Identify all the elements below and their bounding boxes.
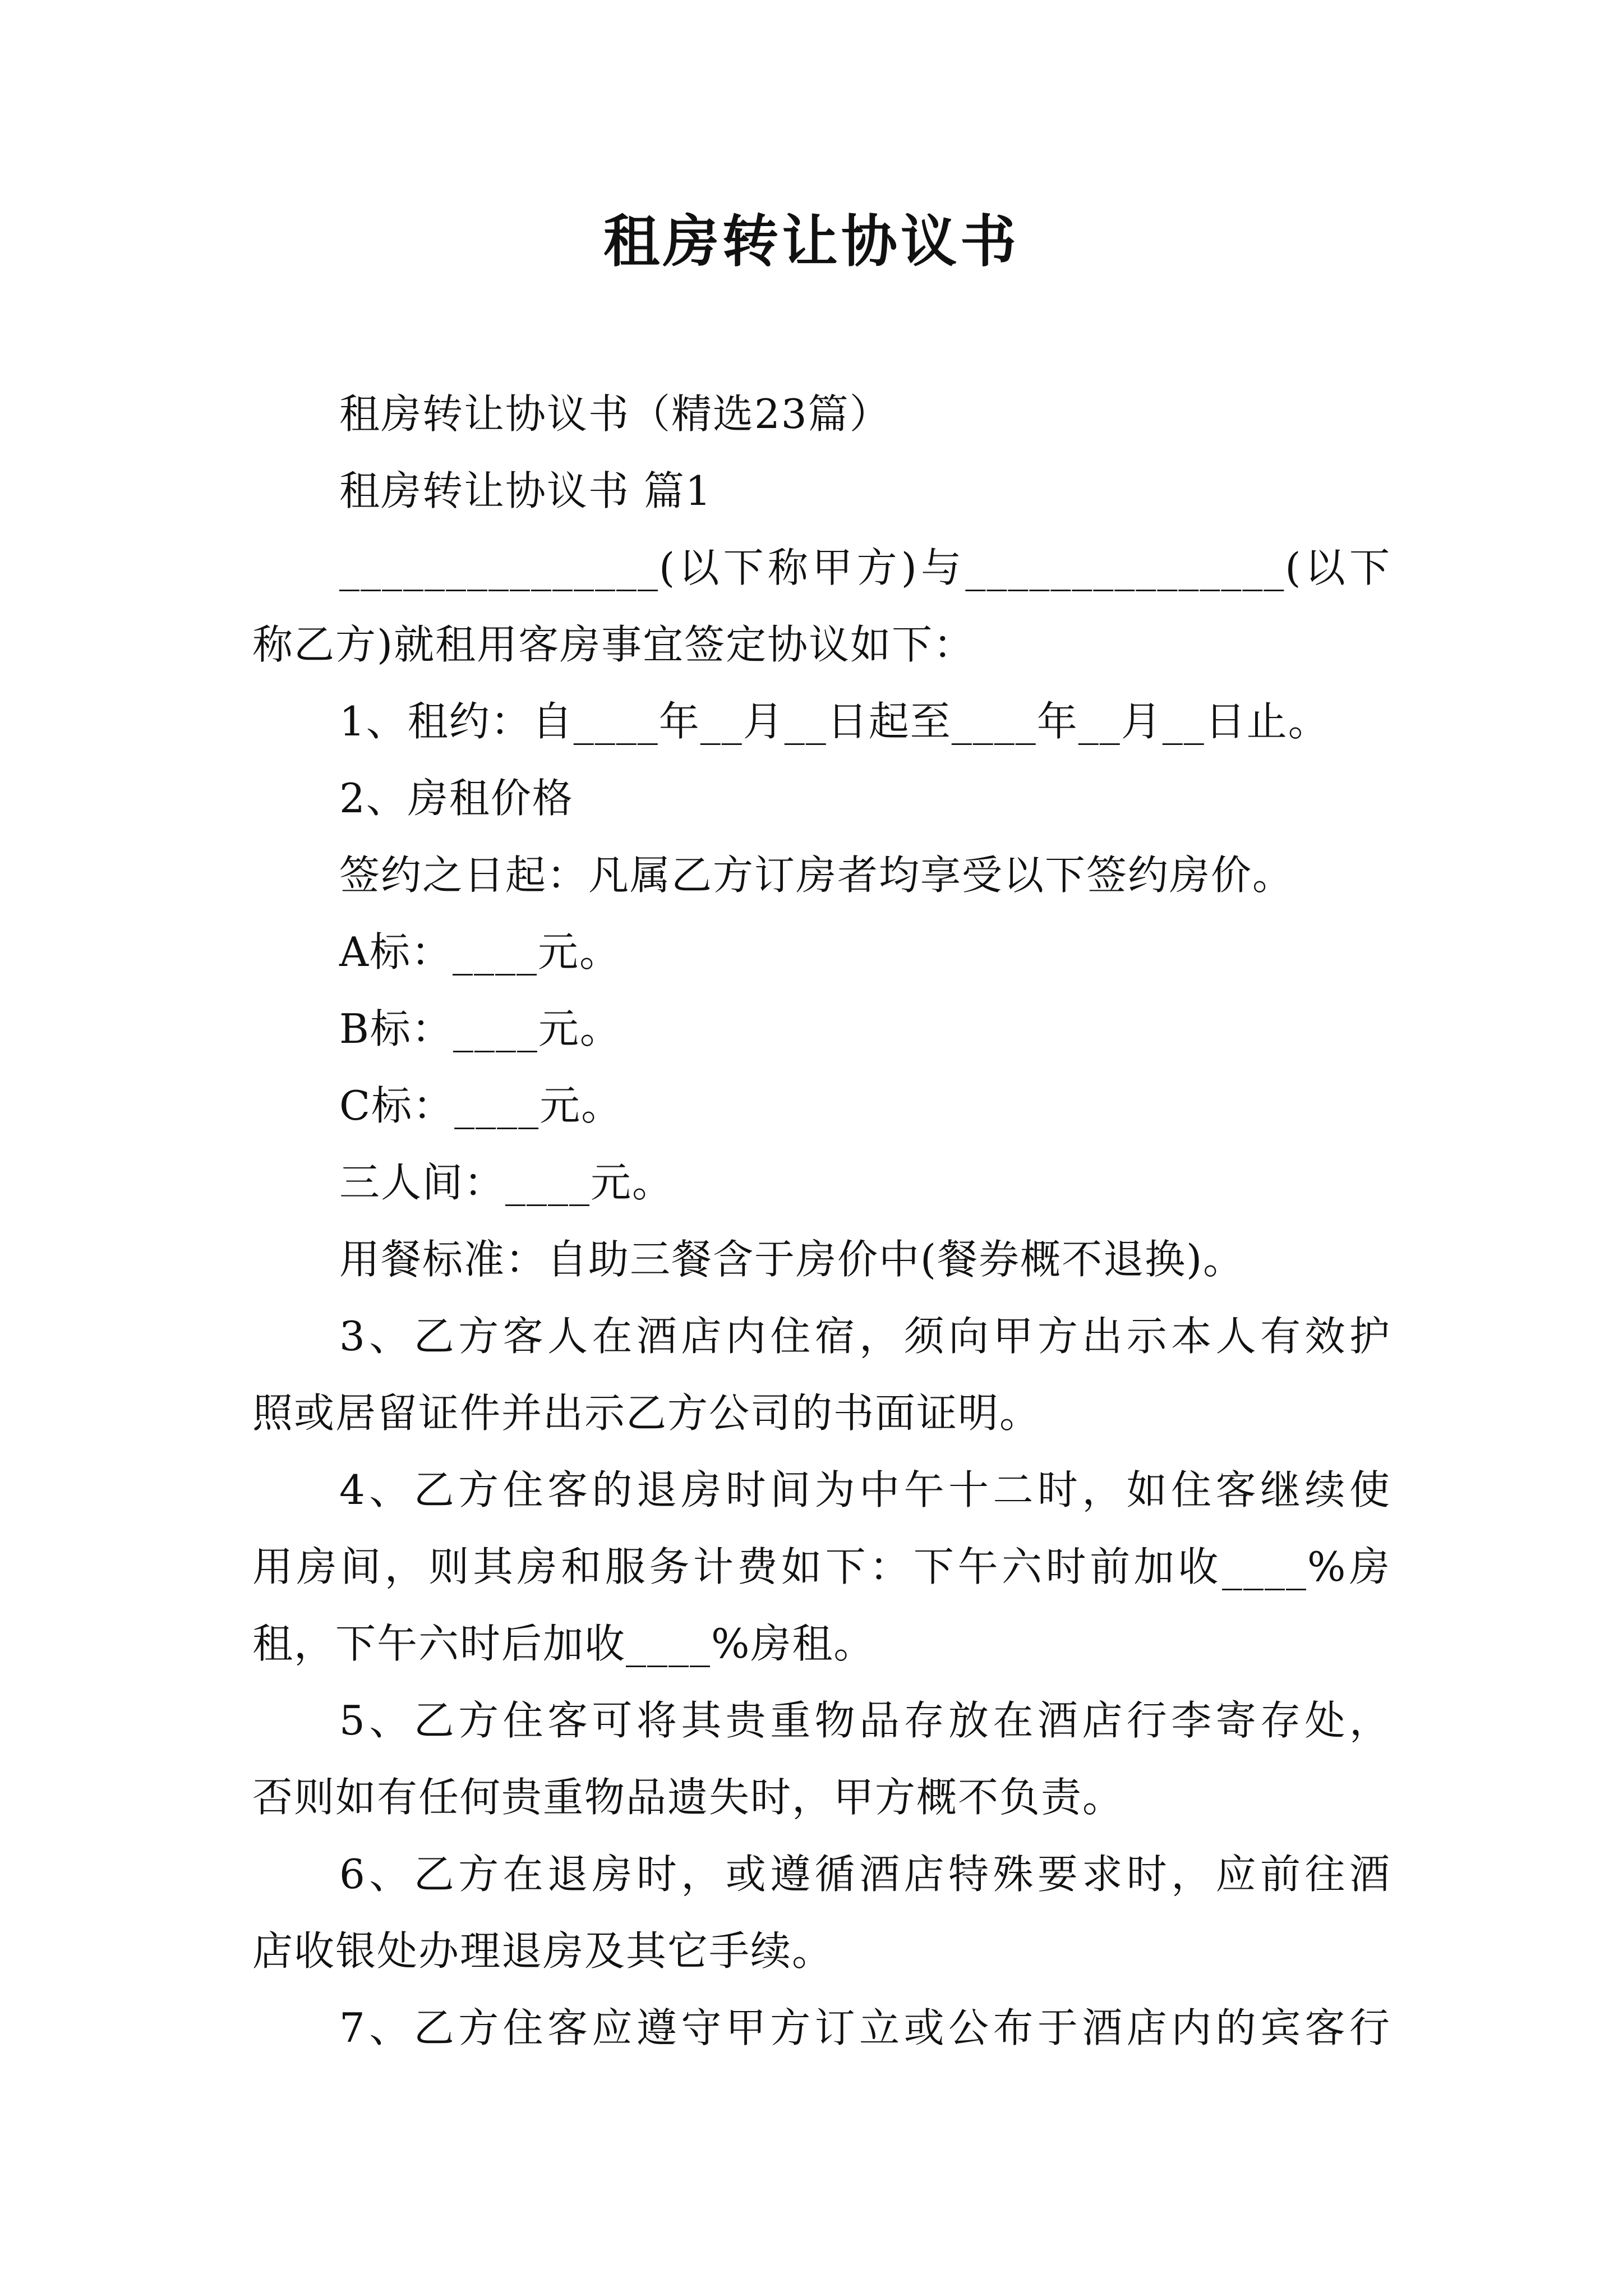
paragraph-line: 用餐标准：自助三餐含于房价中(餐券概不退换)。 xyxy=(339,1236,1245,1283)
paragraph-line: 称乙方)就租用客房事宜签定协议如下： xyxy=(252,621,975,668)
clause-line: 6、乙方在退房时，或遵循酒店特殊要求时，应前往酒 xyxy=(339,1851,1391,1898)
clause-line: 5、乙方住客可将其贵重物品存放在酒店行李寄存处， xyxy=(339,1697,1391,1744)
price-line: B标：____元。 xyxy=(339,1005,621,1052)
clause-line: 2、房租价格 xyxy=(339,775,574,822)
section-heading: 租房转让协议书 篇1 xyxy=(339,467,712,514)
price-line: A标：____元。 xyxy=(339,928,621,976)
clause-line: 4、乙方住客的退房时间为中午十二时，如住客继续使 xyxy=(339,1466,1391,1513)
clause-line: 租，下午六时后加收____%房租。 xyxy=(252,1620,875,1667)
clause-line: 店收银处办理退房及其它手续。 xyxy=(252,1927,834,1975)
document-title: 租房转让协议书 xyxy=(603,208,1020,274)
clause-line: 7、乙方住客应遵守甲方订立或公布于酒店内的宾客行 xyxy=(339,2004,1391,2051)
clause-line: 照或居留证件并出示乙方公司的书面证明。 xyxy=(252,1389,1041,1437)
price-line: C标：____元。 xyxy=(339,1082,623,1129)
document-body xyxy=(252,376,1391,2067)
clause-line: 3、乙方客人在酒店内住宿，须向甲方出示本人有效护 xyxy=(339,1313,1391,1360)
clause-line: 用房间，则其房和服务计费如下：下午六时前加收____%房 xyxy=(252,1543,1391,1590)
clause-line: 否则如有任何贵重物品遗失时，甲方概不负责。 xyxy=(252,1774,1124,1821)
clause-line: 1、租约：自____年__月__日起至____年__月__日止。 xyxy=(339,698,1330,745)
price-line: 三人间：____元。 xyxy=(339,1159,674,1206)
paragraph-line: 签约之日起：凡属乙方订房者均享受以下签约房价。 xyxy=(339,852,1294,899)
subtitle-line: 租房转让协议书（精选23篇） xyxy=(339,390,891,438)
paragraph-line: _______________(以下称甲方)与_______________(以下 xyxy=(339,544,1391,591)
